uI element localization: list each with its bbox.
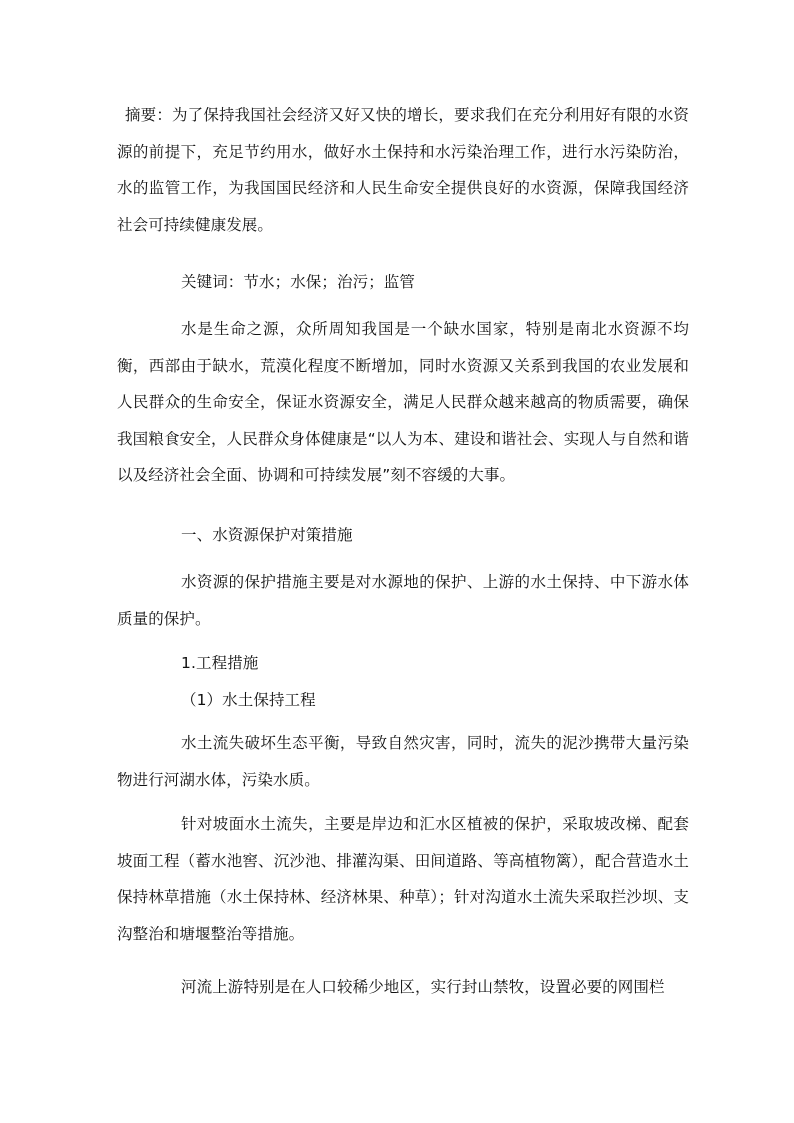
body-paragraph: 针对坡面水土流失，主要是岸边和汇水区植被的保护，采取坡改梯、配套坡面工程（蓄水池窖、沉沙池、排灌沟渠、田间道路、等高植物篱），配合营造水土保持林草措施（水土保持林、经济林果、种草）；针对沟道水土流失采取拦沙坝、支沟整治和塘堰整治等措施。 (117, 815, 689, 943)
body-paragraph: 河流上游特别是在人口较稀少地区，实行封山禁牧，设置必要的网围栏 (181, 978, 665, 996)
body-paragraph: 水土流失破坏生态平衡，导致自然灾害，同时，流失的泥沙携带大量污染物进行河湖水体，污染水质。 (117, 734, 689, 789)
section-heading: 一、水资源保护对策措施 (181, 526, 353, 544)
subsubsection-heading: （1）水土保持工程 (181, 691, 316, 709)
keywords-line: 关键词：节水；水保；治污；监管 (181, 273, 416, 291)
subsection-heading: 1.工程措施 (181, 654, 259, 672)
section-paragraph: 水资源的保护措施主要是对水源地的保护、上游的水土保持、中下游水体质量的保护。 (117, 573, 689, 628)
abstract-paragraph: 摘要：为了保持我国社会经济又好又快的增长，要求我们在充分利用好有限的水资源的前提下，充足节约用水，做好水土保持和水污染治理工作，进行水污染防治，水的监管工作，为我国国民经济和人民生命安全提供良好的水资源，保障我国经济社会可持续健康发展。 (117, 106, 689, 234)
introduction-paragraph: 水是生命之源，众所周知我国是一个缺水国家，特别是南北水资源不均衡，西部由于缺水，荒漠化程度不断增加，同时水资源又关系到我国的农业发展和人民群众的生命安全，保证水资源安全，满足人民群众越来越高的物质需要，确保我国粮食安全，人民群众身体健康是“以人为本、建设和谐社会、实现人与自然和谐以及经济社会全面、协调和可持续发展”刻不容缓的大事。 (117, 320, 689, 484)
